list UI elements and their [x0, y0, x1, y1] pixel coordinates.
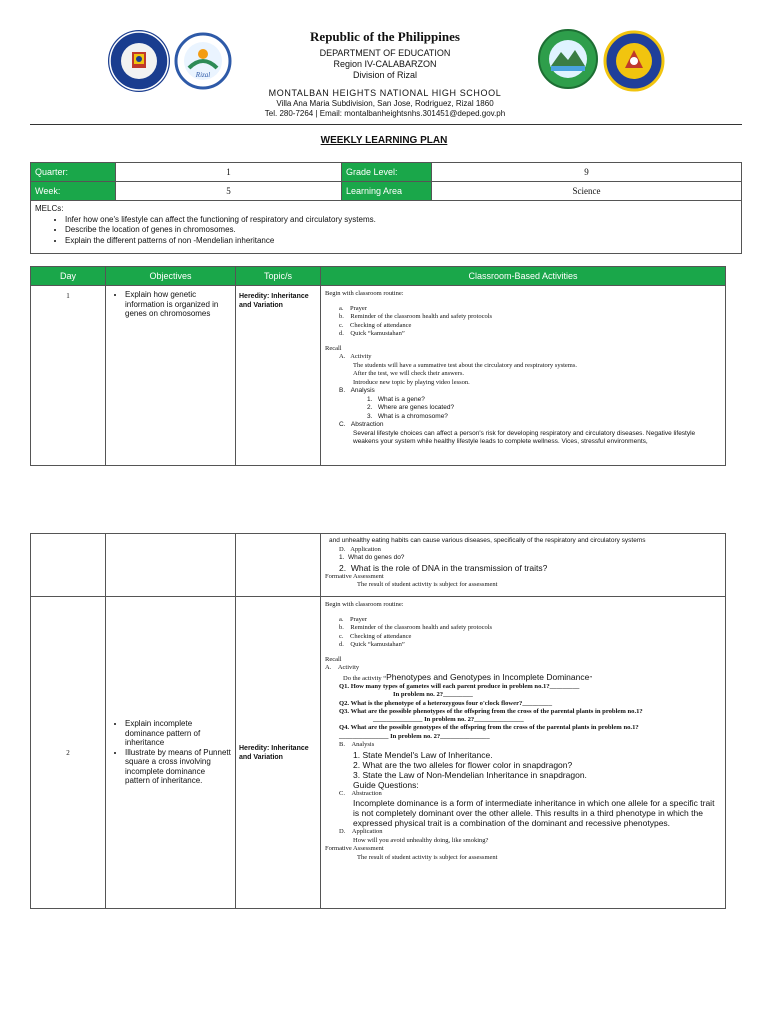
col-day: Day — [31, 267, 106, 286]
activity-head: A. Activity — [339, 353, 372, 360]
abstraction-head: C. Abstraction — [339, 789, 382, 797]
grade-value: 9 — [432, 163, 742, 182]
activity-title: Phenotypes and Genotypes in Incomplete Dominance — [386, 671, 590, 682]
day2-activities — [321, 597, 726, 909]
grade-label: Grade Level: — [342, 163, 432, 182]
objective-item: • Illustrate by means of Punnett square a cross involving incomplete dominance pattern of inheritance. — [125, 748, 232, 786]
day2-objectives — [106, 597, 236, 909]
school-contact: Tel. 280-7264 | Email: montalbanheightsnhs.301451@deped.gov.ph — [264, 109, 506, 118]
application-text: How will you avoid unhealthy doing, like smoking? — [353, 836, 489, 844]
week-label: Week: — [31, 182, 116, 201]
melc-item: • Describe the location of genes in chromosomes. — [65, 225, 737, 236]
region-name: Region IV-CALABARZON — [333, 59, 437, 69]
analysis-item: 2. Where are genes located? — [367, 404, 455, 411]
routine-item: b. Reminder of the classroom health and safety protocols — [339, 624, 493, 631]
info-table — [30, 162, 742, 254]
svg-text:Rizal: Rizal — [195, 71, 211, 79]
objective-item: • Explain how genetic information is organized in genes on chromosomes — [125, 290, 232, 319]
day1-objectives — [106, 286, 236, 466]
routine-item: d. Quick “kamustahan” — [339, 641, 405, 648]
application-head: D. Application — [339, 828, 383, 836]
routine-item: c. Checking of attendance — [339, 632, 412, 640]
plan-table-page1 — [30, 266, 726, 466]
school-name: MONTALBAN HEIGHTS NATIONAL HIGH SCHOOL — [268, 88, 502, 98]
routine-item: a. Prayer — [339, 304, 367, 312]
header-divider — [30, 124, 742, 125]
recall-label: Recall — [325, 344, 342, 352]
formative-text: The result of student activity is subject for assessment — [357, 581, 498, 588]
melc-item: • Infer how one's lifestyle can affect the functioning of respiratory and circulatory systems. — [65, 215, 737, 226]
deped-seal-logo — [108, 30, 170, 92]
routine-intro: Begin with classroom routine: — [325, 290, 404, 297]
activity-question: Q3. What are the possible phenotypes of the offspring from the cross of the parental plants in problem no.1? — [339, 707, 643, 715]
empty-cell — [31, 534, 106, 597]
application-head: D. Application — [339, 545, 381, 553]
abstraction-text: Incomplete dominance is a form of intermediate inheritance in which one allele for a specific trait is not completely dominant over the other allele. This results in a third phenotype in which the expressed physical trait is a combination of the dominant and recessive phenotypes. — [353, 798, 715, 829]
analysis-item: 3. State the Law of Non-Mendelian Inheritance in snapdragon. — [353, 769, 587, 780]
analysis-item: 2. What are the two alleles for flower color in snapdragon? — [353, 759, 573, 770]
melcs-label: MELCs: — [35, 204, 64, 213]
abstraction-head: C. Abstraction — [339, 421, 384, 428]
col-objectives: Objectives — [106, 267, 236, 286]
recall-label: Recall — [325, 655, 342, 663]
activity-intro: Do the activity “Phenotypes and Genotypes in Incomplete Dominance” — [343, 671, 593, 682]
day1-topic: Heredity: Inheritance and Variation — [236, 286, 321, 466]
day2-number: 2 — [31, 597, 106, 909]
objective-item: • Explain incomplete dominance pattern of inheritance — [125, 719, 232, 748]
day1-activities-continued — [321, 534, 726, 597]
formative-label: Formative Assessment — [325, 845, 384, 853]
quarter-value: 1 — [116, 163, 342, 182]
department-name: DEPARTMENT OF EDUCATION — [319, 48, 451, 58]
day1-activities — [321, 286, 726, 466]
continued-text: and unhealthy eating habits can cause various diseases, specifically of the respiratory and circulatory systems — [329, 537, 646, 544]
guide-questions: Guide Questions: — [353, 779, 419, 790]
analysis-head: B. Analysis — [339, 387, 375, 394]
school-seal-logo — [603, 30, 665, 92]
empty-cell — [236, 534, 321, 597]
division-name: Division of Rizal — [352, 70, 418, 80]
abstraction-text: Several lifestyle choices can affect a person's risk for developing respiratory and circulatory diseases. Negative lifestyle weakens your system while healthy lifestyle leads to complete wellness. Vices, stressful environments, — [353, 429, 696, 445]
activity-question-cont: In problem no. 2?_________ — [393, 691, 473, 699]
republic-title: Republic of the Philippines — [310, 29, 460, 44]
analysis-item: 3. What is a chromosome? — [367, 412, 448, 420]
routine-intro: Begin with classroom routine: — [325, 601, 404, 608]
activity-question: Q1. How many types of gametes will each parent produce in problem no.1?_________ — [339, 683, 580, 690]
day2-topic: Heredity: Inheritance and Variation — [236, 597, 321, 909]
area-value: Science — [432, 182, 742, 201]
routine-item: a. Prayer — [339, 615, 367, 623]
analysis-head: B. Analysis — [339, 741, 375, 749]
application-q2: 2. What is the role of DNA in the transmission of traits? — [339, 562, 548, 573]
document-title: WEEKLY LEARNING PLAN — [320, 135, 448, 146]
activity-head: A. Activity — [325, 664, 360, 671]
activity-line: Introduce new topic by playing video lesson. — [353, 378, 470, 386]
letterhead — [200, 29, 570, 119]
melc-item: • Explain the different patterns of non -Mendelian inheritance — [65, 236, 737, 247]
day1-number: 1 — [31, 286, 106, 466]
routine-item: c. Checking of attendance — [339, 321, 412, 329]
routine-item: d. Quick “kamustahan” — [339, 330, 405, 337]
empty-cell — [106, 534, 236, 597]
col-topics: Topic/s — [236, 267, 321, 286]
area-label: Learning Area — [342, 182, 432, 201]
activity-question: Q4. What are the possible genotypes of the offspring from the cross of the parental plants in problem no.1? — [339, 724, 639, 732]
school-address: Villa Ana Maria Subdivision, San Jose, Rodriguez, Rizal 1860 — [276, 99, 494, 108]
quarter-label: Quarter: — [31, 163, 116, 182]
col-activities: Classroom-Based Activities — [321, 267, 726, 286]
activity-question-cont: _______________ In problem no. 2?_______________ — [373, 716, 524, 724]
activity-question-cont: _______________ In problem no. 2?_______________ — [339, 732, 490, 740]
week-value: 5 — [116, 182, 342, 201]
application-q1: 1. What do genes do? — [339, 554, 405, 561]
analysis-item: 1. State Mendel's Law of Inheritance. — [353, 749, 493, 760]
activity-line: The students will have a summative test about the circulatory and respiratory systems. — [353, 361, 578, 369]
activity-line: After the test, we will check their answers. — [353, 370, 465, 377]
plan-table-page2 — [30, 533, 726, 909]
activity-question: Q2. What is the phenotype of a heterozygous four o'clock flower?_________ — [339, 699, 553, 707]
analysis-item: 1. What is a gene? — [367, 395, 425, 403]
routine-item: b. Reminder of the classroom health and safety protocols — [339, 313, 493, 320]
formative-text: The result of student activity is subject for assessment — [357, 853, 498, 861]
formative-label: Formative Assessment — [325, 572, 384, 580]
melcs-cell — [31, 201, 742, 254]
